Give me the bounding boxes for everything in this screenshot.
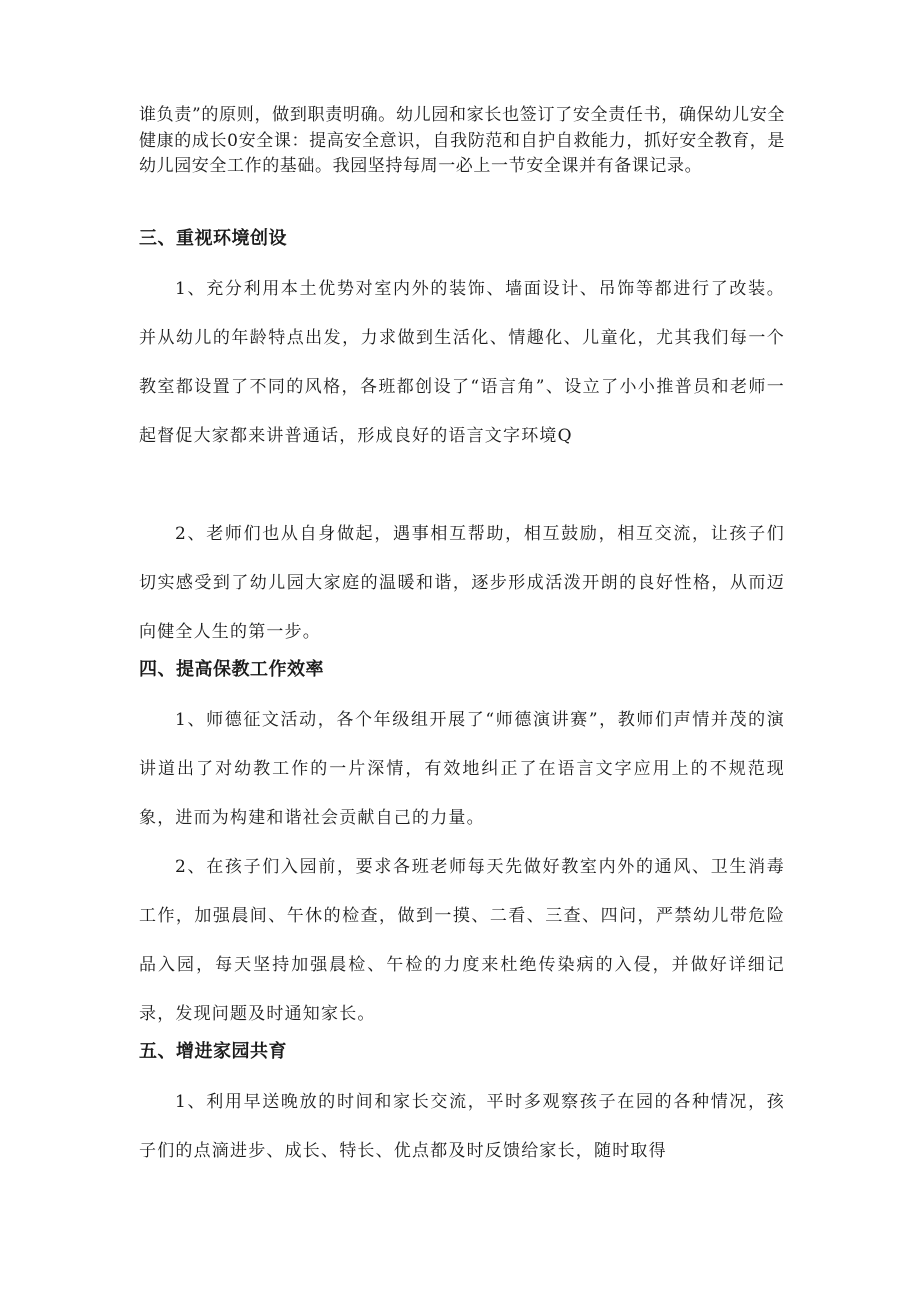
section-heading-5: 五、增进家园共育 — [139, 1041, 287, 1062]
section-heading-3: 三、重视环境创设 — [139, 228, 287, 249]
section-heading-4: 四、提高保教工作效率 — [139, 659, 324, 680]
section-5-paragraph-1: 1、利用早送晚放的时间和家长交流，平时多观察孩子在园的各种情况，孩子们的点滴进步、成长、特长、优点都及时反馈给家长，随时取得 — [139, 1092, 785, 1161]
intro-paragraph: 谁负责”的原则，做到职责明确。幼儿园和家长也签订了安全责任书，确保幼儿安全健康的成长0安全课：提高安全意识，自我防范和自护自救能力，抓好安全教育，是幼儿园安全工作的基础。我园坚持每周一必上一节安全课并有备课记录。 — [139, 105, 785, 176]
section-4-paragraph-2: 2、在孩子们入园前，要求各班老师每天先做好教室内外的通风、卫生消毒工作，加强晨间、午休的检查，做到一摸、二看、三查、四问，严禁幼儿带危险品入园，每天坚持加强晨检、午检的力度来杜绝传染病的入侵，并做好详细记录，发现问题及时通知家长。 — [139, 857, 785, 1024]
section-4-paragraph-1: 1、师德征文活动，各个年级组开展了“师德演讲赛”，教师们声情并茂的演讲道出了对幼教工作的一片深情，有效地纠正了在语言文字应用上的不规范现象，进而为构建和谐社会贡献自己的力量。 — [139, 710, 785, 828]
section-3-paragraph-2: 2、老师们也从自身做起，遇事相互帮助，相互鼓励，相互交流，让孩子们切实感受到了幼儿园大家庭的温暖和谐，逐步形成活泼开朗的良好性格，从而迈向健全人生的第一步。 — [139, 524, 785, 642]
section-3-paragraph-1: 1、充分利用本土优势对室内外的装饰、墙面设计、吊饰等都进行了改装。并从幼儿的年龄特点出发，力求做到生活化、情趣化、儿童化，尤其我们每一个教室都设置了不同的风格，各班都创设了“语言角”、设立了小小推普员和老师一起督促大家都来讲普通话，形成良好的语言文字环境Q — [139, 279, 785, 446]
